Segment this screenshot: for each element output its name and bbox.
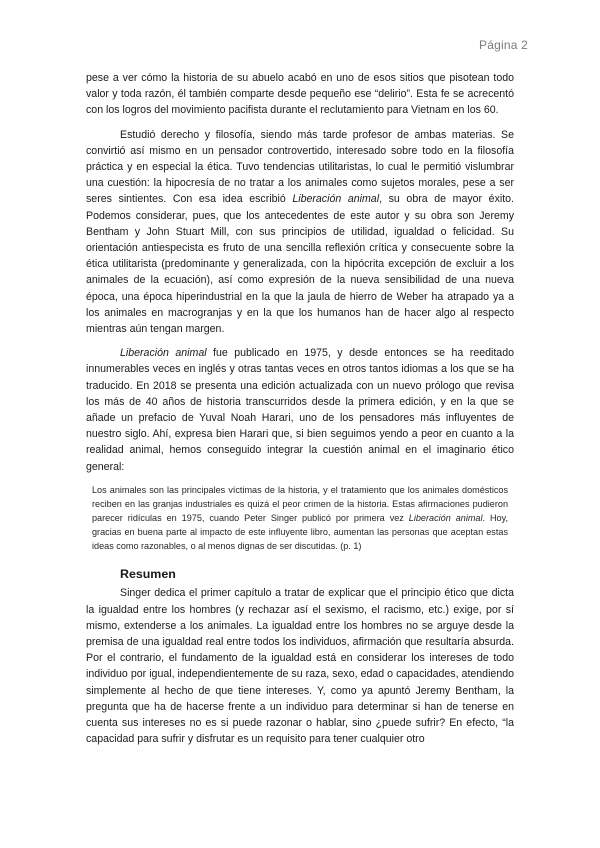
paragraph-publication [86, 345, 514, 475]
book-title: Liberación animal [120, 347, 207, 360]
block-quote [86, 483, 514, 553]
paragraph-text: fue publicado en 1975, y desde entonces se ha reeditado innumerables veces en inglés y otras tantas veces en otros tantos idiomas a los que se ha traducido. En 2018 se presenta una edición actualizada con un nuevo prólogo que revisa los más de 40 años de historia transcurridos desde la primera edición, y en la que se añade un prefacio de Yuval Noah Harari, uno de los pensadores más influyentes de nuestro siglo. Ahí, expresa bien Harari que, si bien seguimos yendo a peor en cuanto a la realidad animal, hemos conseguido integrar la cuestión animal en el imaginario ético general: [86, 347, 514, 473]
paragraph-summary: Singer dedica el primer capítulo a tratar de explicar que el principio ético que dicta la igualdad entre los hombres (y rechazar así el sexismo, el racismo, etc.) exige, por sí mismo, extenderse a los animales. La igualdad entre los hombres no se arguye desde la premisa de una igualdad real entre todos los individuos, afirmación que resultaría absurda. Por el contrario, el fundamento de la igualdad está en considerar los intereses de todo individuo por igual, independientemente de su raza, sexo, edad o capacidades, atendiendo simplemente al hecho de que tiene intereses. Y, como ya apuntó Jeremy Bentham, la pregunta que ha de hacerse frente a un individuo para determinar si han de tenerse en cuenta sus intereses no es si puede razonar o hablar, sino ¿puede sufrir? En efecto, “la capacidad para sufrir y disfrutar es un requisito para tener cualquier otro [86, 587, 514, 746]
paragraph-text: , su obra de mayor éxito. Podemos considerar, pues, que los antecedentes de este autor y su obra son Jeremy Bentham y John Stuart Mill, con sus principios de utilidad, igualdad o felicidad. Su orientación antiespecista es fruto de una sencilla reflexión crítica y consecuente sobre la ética utilitarista (predominante y generalizada, con la hipócrita excepción de excluir a los animales de la ecuación), así como expresión de la nueva sensibilidad de una nueva época, una época hiperindustrial en la que la jaula de hierro de Weber ha atrapado ya a los animales en macrogranjas y en la que los humanos han de hacer algo al respecto mientras aún tengan margen. [86, 193, 515, 336]
quote-text: Los animales son las principales víctimas de la historia, y el tratamiento que los animales domésticos reciben en las granjas industriales es quizá el peor crimen de la historia. Estas afirmaciones pudieron parecer ridículas en 1975, cuando Peter Singer publicó por primera vez [92, 484, 508, 524]
paragraph-text: Estudió derecho y filosofía, siendo más tarde profesor de ambas materias. Se convirtió así mismo en un pensador controvertido, interesado sobre todo en la filosofía práctica y en especial la ética. Tuvo tendencias utilitaristas, lo cual le permitió vislumbrar una cuestión: la hipocresía de no tratar a los animales como sujetos morales, pese a ser seres sintientes. Con esa idea escribió [86, 128, 514, 206]
document-body [86, 70, 514, 755]
book-title: Liberación animal [408, 513, 483, 524]
book-title: Liberación animal [292, 193, 380, 206]
paragraph-continuation: pese a ver cómo la historia de su abuelo acabó en uno de esos sitios que pisotean todo valor y toda razón, él también comparte desde pequeño ese “delirio”. Esta fe se acrecentó con los logros del movimiento pacifista durante el reclutamiento para Vietnam en los 60. [86, 72, 514, 117]
section-heading: Resumen [120, 567, 176, 582]
quote-text: . Hoy, gracias en buena parte al impacto de este influyente libro, aumentan las personas que aceptan estas ideas como razonables, o al menos dignas de ser discutidas. (p. 1) [92, 513, 508, 552]
paragraph-author-background [86, 127, 514, 338]
page-number: Página 2 [479, 38, 528, 52]
